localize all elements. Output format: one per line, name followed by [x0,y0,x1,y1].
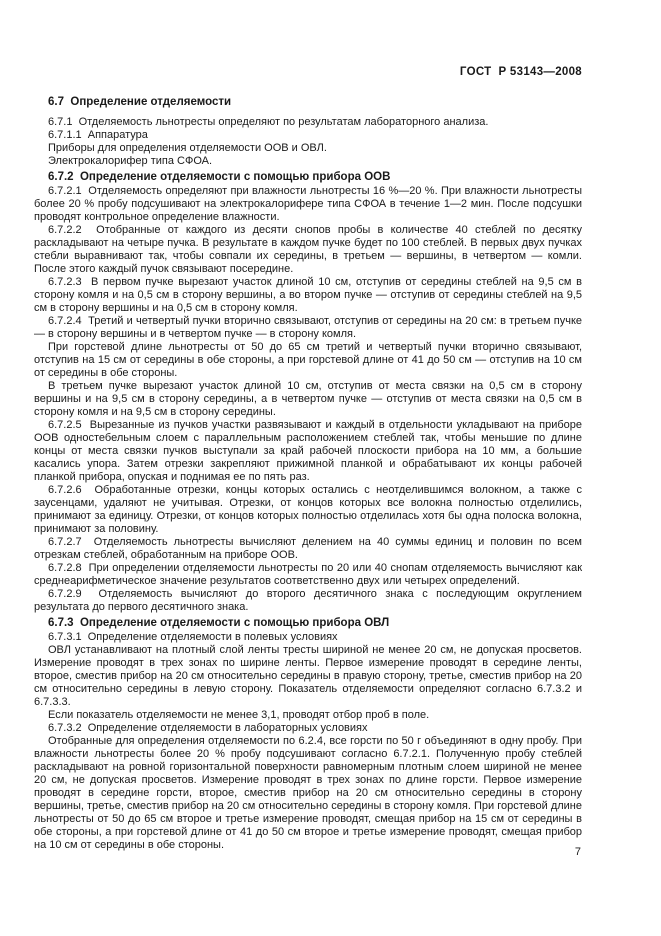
clause-6-7-1-1: 6.7.1.1 Аппаратура [48,129,148,141]
paragraph-gorstevaya-dlina: При горстевой длине льнотресты от 50 до 65 см третий и четвертый пучки вторично связывают, отступив на 15 см от середины в обе стороны, а при горстевой длине от 41 до 50 см — отступив на 10 см от середины в обе стороны. [34,341,582,379]
running-header-standard-code: ГОСТ Р 53143—2008 [459,66,582,78]
clause-6-7-2-9: 6.7.2.9 Отделяемость вычисляют до второго десятичного знака с последующим округлением результата до первого десятичного знака. [34,588,582,613]
paragraph-lab-procedure: Отобранные для определения отделяемости по 6.2.4, все горсти по 50 г объединяют в одну пробу. При влажности льнотресты более 20 % пробу подсушивают согласно 6.7.2.1. Полученную пробу стеблей раскладывают на ровной горизонтальной поверхности равномерным плотным слоем шириной не менее 20 см, не допуская просветов. Измерение проводят в трех зонах по длине горсти. Первое измерение проводят в середине горсти, второе, сместив прибор на 20 см относительно середины в сторону вершины, третье, сместив прибор на 20 см относительно середины в сторону комля. При горстевой длине льнотресты от 50 до 65 см второе и третье измерение проводят, смещая прибор на 15 см от середины в обе стороны, а при горстевой длине от 41 до 50 см второе и третье измерение проводят, смещая прибор на 10 см от середины в обе стороны. [34,735,582,851]
clause-6-7-2-2: 6.7.2.2 Отобранные от каждого из десяти снопов пробы в количестве 40 стеблей по десятку раскладывают на четыре пучка. В результате в каждом пучке будет по 100 стеблей. В первых двух пучках стебли выравнивают так, чтобы совпали их середины, в третьем — вершины, в четвертом — комли. После этого каждый пучок связывают посередине. [34,224,582,275]
section-heading-6-7: 6.7 Определение отделяемости [48,96,232,108]
clause-6-7-2-4: 6.7.2.4 Третий и четвертый пучки вторично связывают, отступив от середины на 20 см: в третьем пучке — в сторону вершины и в четвертом пучке — в сторону комля. [34,315,582,340]
section-heading-6-7-2: 6.7.2 Определение отделяемости с помощью прибора ООВ [48,171,391,183]
clause-6-7-3-1: 6.7.3.1 Определение отделяемости в полевых условиях [48,631,338,643]
paragraph-apparatus-2: Электрокалорифер типа СФОА. [48,155,213,167]
clause-6-7-2-6: 6.7.2.6 Обработанные отрезки, концы которых остались с неотделившимся волокном, а также с заусенцами, удаляют не учитывая. Отрезки, от концов которых все волокна полностью отделились, принимают за единицу. Отрезки, от концов которых полностью отделилась хотя бы одна полоска волокна, принимают за половину. [34,484,582,535]
document-body [34,96,582,852]
paragraph-apparatus-1: Приборы для определения отделяемости ООВ и ОВЛ. [48,142,327,154]
clause-6-7-1: 6.7.1 Отделяемость льнотресты определяют по результатам лабораторного анализа. [48,116,489,128]
clause-6-7-2-5: 6.7.2.5 Вырезанные из пучков участки развязывают и каждый в отдельности укладывают на приборе ООВ одностебельным слоем с параллельным расположением стеблей так, чтобы меньшие по длине концы от места связки пучков выступали за край рабочей плоскости прибора на 10 мм, а большие касались упора. Затем отрезки закрепляют прижимной планкой и обрабатывают их концы рабочей планкой прибора, опуская и поднимая ее по пять раз. [34,419,582,483]
clause-6-7-2-8: 6.7.2.8 При определении отделяемости льнотресты по 20 или 40 снопам отделяемость вычисляют как среднеарифметическое значение результатов соответственно двух или четырех определений. [34,562,582,587]
clause-6-7-2-3: 6.7.2.3 В первом пучке вырезают участок длиной 10 см, отступив от середины стеблей на 9,5 см в сторону комля и на 0,5 см в сторону вершины, а во втором пучке — отступив от середины стеблей на 9,5 см в сторону вершины и на 0,5 см в сторону комля. [34,276,582,314]
section-heading-6-7-3: 6.7.3 Определение отделяемости с помощью прибора ОВЛ [48,617,390,629]
paragraph-ovl-field: ОВЛ устанавливают на плотный слой ленты тресты шириной не менее 20 см, не допуская просветов. Измерение проводят в трех зонах по ширине ленты. Первое измерение проводят в середине ленты, второе, сместив прибор на 20 см относительно середины в правую сторону, третье, сместив прибор на 20 см относительно середины в левую сторону. Показатель отделяемости определяют согласно 6.7.3.2 и 6.7.3.3. [34,644,582,708]
clause-6-7-2-7: 6.7.2.7 Отделяемость льнотресты вычисляют делением на 40 суммы единиц и половин по всем отрезкам стеблей, обработанным на приборе ООВ. [34,536,582,561]
page-number: 7 [574,846,581,858]
paragraph-threshold: Если показатель отделяемости не менее 3,1, проводят отбор проб в поле. [48,709,430,721]
clause-6-7-3-2: 6.7.3.2 Определение отделяемости в лабораторных условиях [48,722,368,734]
clause-6-7-2-1: 6.7.2.1 Отделяемость определяют при влажности льнотресты 16 %—20 %. При влажности льнотресты более 20 % пробу подсушивают на электрокалорифере типа СФОА в течение 1—2 мин. После подсушки проводят контрольное определение влажности. [34,185,582,223]
paragraph-third-bundle: В третьем пучке вырезают участок длиной 10 см, отступив от места связки на 0,5 см в сторону вершины и на 9,5 см в сторону середины, а в четвертом пучке — отступив от места связки на 0,5 см в сторону комля и на 9,5 см в сторону середины. [34,380,582,418]
